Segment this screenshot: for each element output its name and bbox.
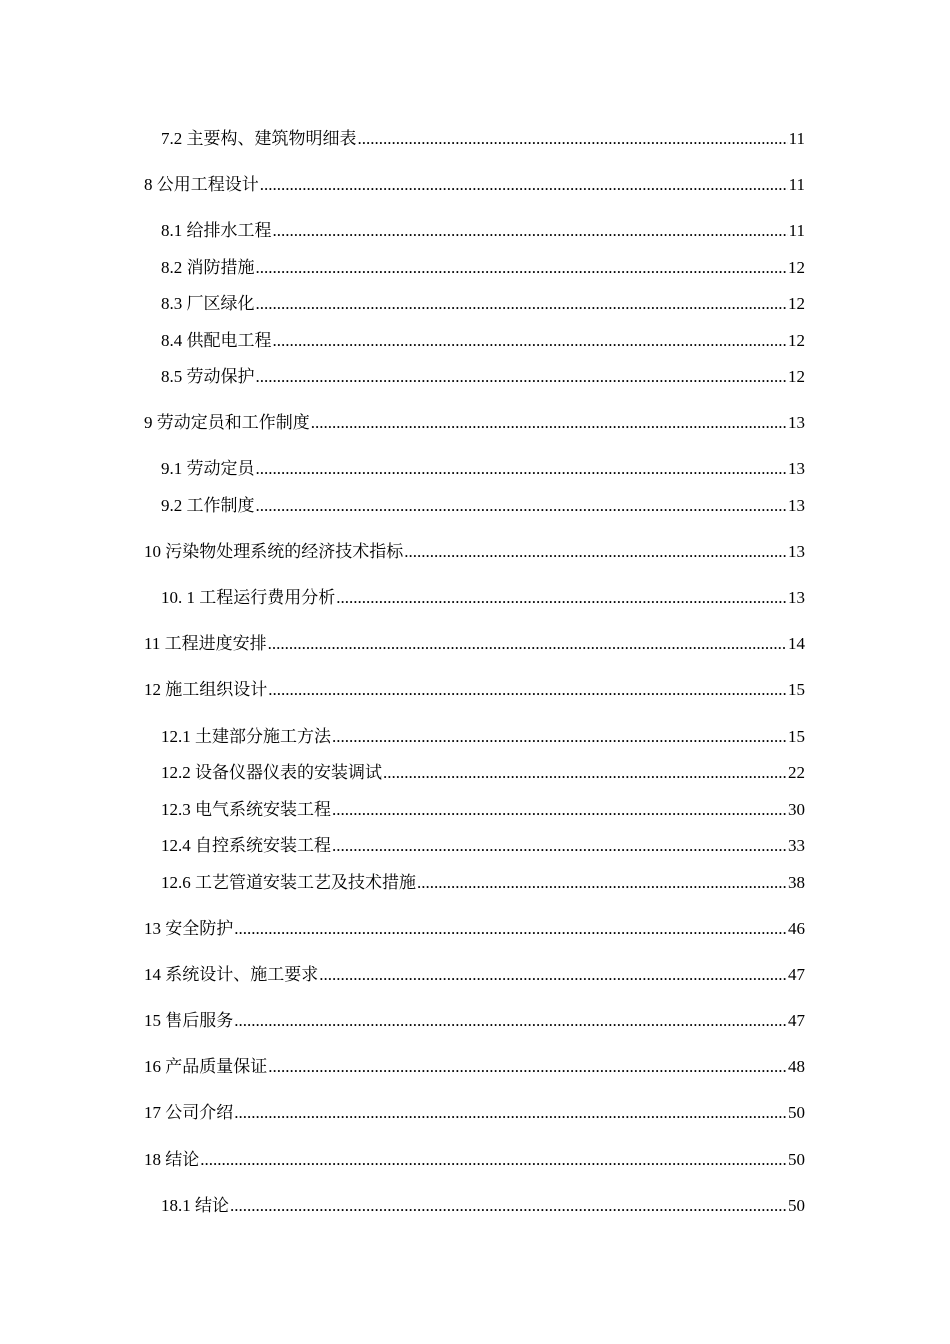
toc-entry-page-number: 30	[788, 800, 805, 819]
toc-entry-page-number: 14	[788, 634, 805, 653]
toc-dot-leader	[404, 540, 787, 564]
toc-entry-title: 9.2 工作制度	[161, 496, 255, 515]
toc-dot-leader	[260, 173, 788, 197]
toc-entry-title: 10 污染物处理系统的经济技术指标	[144, 542, 404, 561]
toc-entry-title: 15 售后服务	[144, 1011, 234, 1030]
toc-dot-leader	[256, 292, 788, 316]
toc-entry-page-number: 15	[788, 680, 805, 699]
toc-entry-title: 12.2 设备仪器仪表的安装调试	[161, 763, 382, 782]
toc-entry-title: 16 产品质量保证	[144, 1057, 268, 1076]
toc-entry-page-number: 47	[788, 1011, 805, 1030]
toc-entry-page-number: 13	[788, 496, 805, 515]
toc-dot-leader	[230, 1194, 787, 1218]
toc-entry[interactable]	[144, 632, 805, 656]
toc-entry-page-number: 13	[788, 459, 805, 478]
toc-entry-page-number: 11	[788, 175, 805, 194]
toc-dot-leader	[268, 1055, 787, 1079]
toc-entry-title: 8.4 供配电工程	[161, 331, 272, 350]
toc-entry[interactable]	[144, 411, 805, 435]
toc-entry[interactable]	[161, 365, 805, 389]
toc-entry[interactable]	[161, 761, 805, 785]
toc-entry-title: 12.4 自控系统安装工程	[161, 836, 331, 855]
toc-entry-title: 12.1 土建部分施工方法	[161, 727, 331, 746]
toc-dot-leader	[256, 494, 788, 518]
toc-entry-title: 18 结论	[144, 1150, 200, 1169]
toc-entry[interactable]	[161, 1194, 805, 1218]
toc-dot-leader	[273, 219, 788, 243]
toc-dot-leader	[273, 329, 788, 353]
toc-entry[interactable]	[161, 871, 805, 895]
toc-entry-title: 12.6 工艺管道安装工艺及技术措施	[161, 873, 416, 892]
toc-dot-leader	[234, 917, 787, 941]
toc-entry[interactable]	[161, 798, 805, 822]
toc-entry-page-number: 12	[788, 294, 805, 313]
toc-entry-page-number: 38	[788, 873, 805, 892]
toc-entry-page-number: 47	[788, 965, 805, 984]
toc-entry-page-number: 46	[788, 919, 805, 938]
toc-entry[interactable]	[144, 173, 805, 197]
toc-entry[interactable]	[144, 917, 805, 941]
toc-entry-page-number: 13	[788, 542, 805, 561]
toc-entry[interactable]	[161, 834, 805, 858]
toc-dot-leader	[358, 127, 788, 151]
toc-entry[interactable]	[161, 329, 805, 353]
toc-entry-title: 18.1 结论	[161, 1196, 229, 1215]
toc-entry-title: 9.1 劳动定员	[161, 459, 255, 478]
toc-dot-leader	[383, 761, 787, 785]
toc-entry-title: 8.1 给排水工程	[161, 221, 272, 240]
toc-dot-leader	[332, 798, 787, 822]
toc-entry-page-number: 13	[788, 588, 805, 607]
toc-entry[interactable]	[144, 1101, 805, 1125]
toc-entry-page-number: 11	[788, 129, 805, 148]
toc-entry-page-number: 15	[788, 727, 805, 746]
toc-dot-leader	[336, 586, 787, 610]
toc-entry[interactable]	[144, 678, 805, 702]
toc-entry-title: 14 系统设计、施工要求	[144, 965, 319, 984]
toc-entry[interactable]	[161, 292, 805, 316]
toc-entry[interactable]	[161, 256, 805, 280]
toc-entry-title: 13 安全防护	[144, 919, 234, 938]
toc-entry-page-number: 50	[788, 1103, 805, 1122]
toc-entry-page-number: 12	[788, 258, 805, 277]
toc-entry-title: 12 施工组织设计	[144, 680, 268, 699]
toc-entry-title: 12.3 电气系统安装工程	[161, 800, 331, 819]
toc-dot-leader	[311, 411, 787, 435]
toc-dot-leader	[256, 365, 788, 389]
toc-entry-title: 9 劳动定员和工作制度	[144, 413, 310, 432]
toc-entry[interactable]	[144, 1055, 805, 1079]
toc-entry-title: 8 公用工程设计	[144, 175, 259, 194]
toc-entry-page-number: 50	[788, 1196, 805, 1215]
toc-entry-page-number: 48	[788, 1057, 805, 1076]
toc-dot-leader	[332, 725, 787, 749]
toc-dot-leader	[268, 632, 787, 656]
toc-dot-leader	[200, 1148, 787, 1172]
toc-entry[interactable]	[161, 725, 805, 749]
toc-entry-page-number: 33	[788, 836, 805, 855]
toc-entry-title: 8.3 厂区绿化	[161, 294, 255, 313]
toc-entry-page-number: 13	[788, 413, 805, 432]
toc-entry[interactable]	[144, 1148, 805, 1172]
toc-entry-title: 8.2 消防措施	[161, 258, 255, 277]
toc-entry[interactable]	[144, 963, 805, 987]
toc-entry[interactable]	[161, 219, 805, 243]
toc-entry[interactable]	[161, 457, 805, 481]
toc-entry-page-number: 22	[788, 763, 805, 782]
toc-entry-title: 10. 1 工程运行费用分析	[161, 588, 336, 607]
toc-entry[interactable]	[161, 586, 805, 610]
toc-entry[interactable]	[161, 494, 805, 518]
toc-entry[interactable]	[144, 540, 805, 564]
toc-entry-title: 11 工程进度安排	[144, 634, 267, 653]
toc-entry-title: 17 公司介绍	[144, 1103, 234, 1122]
toc-entry[interactable]	[144, 1009, 805, 1033]
toc-dot-leader	[234, 1009, 787, 1033]
toc-entry-title: 8.5 劳动保护	[161, 367, 255, 386]
toc-entry-page-number: 12	[788, 367, 805, 386]
toc-dot-leader	[332, 834, 787, 858]
toc-dot-leader	[417, 871, 787, 895]
toc-entry[interactable]	[161, 127, 805, 151]
toc-dot-leader	[268, 678, 787, 702]
toc-entry-page-number: 50	[788, 1150, 805, 1169]
toc-dot-leader	[319, 963, 787, 987]
toc-dot-leader	[256, 457, 788, 481]
toc-entry-title: 7.2 主要构、建筑物明细表	[161, 129, 357, 148]
toc-dot-leader	[256, 256, 788, 280]
toc-entry-page-number: 11	[788, 221, 805, 240]
toc-entry-page-number: 12	[788, 331, 805, 350]
toc-dot-leader	[234, 1101, 787, 1125]
